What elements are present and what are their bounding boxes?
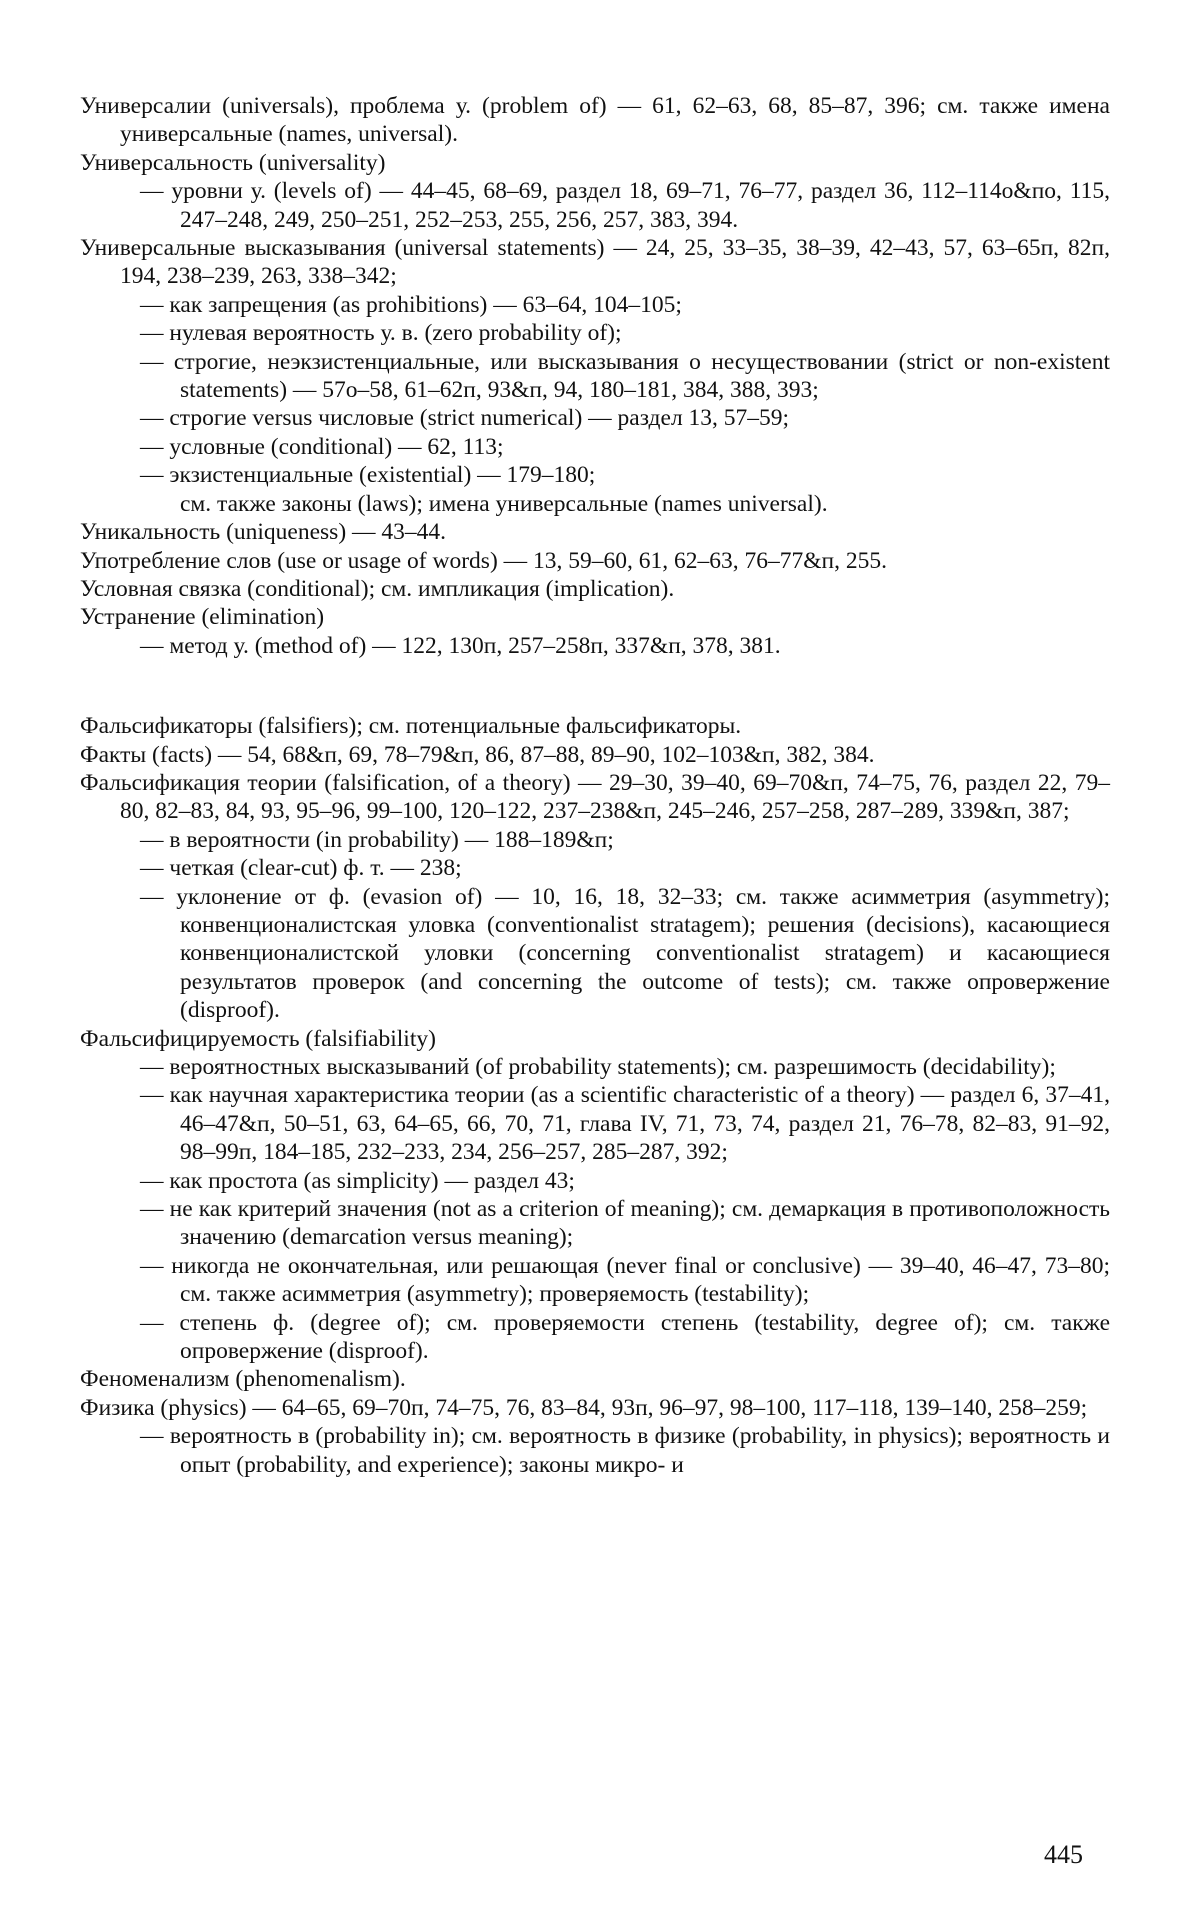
index-subentry: — как научная характеристика теории (as a scientific characteristic of a theory) — раздел 6, 37–41, 46–47&п, 50–51, 63, 64–65, 66, 70, 71, глава IV, 71, 73, 74, раздел 21, 76–78, 82–83, 91–92, 98–99п, 184–185, 232–233, 234, 256–257, 285–287, 392;	[140, 1082, 1110, 1166]
index-entry: Уникальность (uniqueness) — 43–44.	[80, 519, 447, 546]
index-entry: Фальсификаторы (falsifiers); см. потенциальные фальсификаторы.	[80, 713, 742, 740]
index-note: см. также законы (laws); имена универсальные (names universal).	[180, 490, 828, 517]
index-subentry: — уклонение от ф. (evasion of) — 10, 16, 18, 32–33; см. также асимметрия (asymmetry); конвенционалистская уловка (conventionalist stratagem); решения (decisions), касающиеся конвенционалистской уловки (concerning conventionalist stratagem) и касающиеся результатов проверок (and concerning the outcome of tests); см. также опровержение (disproof).	[140, 883, 1110, 1024]
page-number: 445	[1044, 1840, 1083, 1869]
index-subentry: — вероятностных высказываний (of probability statements); см. разрешимость (decidability);	[140, 1054, 1056, 1080]
index-entry: Физика (physics) — 64–65, 69–70п, 74–75, 76, 83–84, 93п, 96–97, 98–100, 117–118, 139–140, 258–259;	[80, 1394, 1088, 1421]
index-entry: Фальсификация теории (falsification, of a theory) — 29–30, 39–40, 69–70&п, 74–75, 76, раздел 22, 79–80, 82–83, 84, 93, 95–96, 99–100, 120–122, 237–238&п, 245–246, 257–258, 287–289, 339&п, 387;	[80, 769, 1110, 825]
subject-index	[80, 92, 1110, 1479]
index-entry: Фальсифицируемость (falsifiability)	[80, 1025, 436, 1052]
index-subentry: — условные (conditional) — 62, 113;	[140, 433, 504, 460]
index-entry: Универсальность (universality)	[80, 149, 386, 176]
index-subentry: — четкая (clear-cut) ф. т. — 238;	[140, 855, 462, 882]
index-subentry: — степень ф. (degree of); см. проверяемости степень (testability, degree of); см. также опровержение (disproof).	[140, 1309, 1110, 1365]
index-block-u	[80, 92, 1110, 660]
index-subentry: — уровни у. (levels of) — 44–45, 68–69, раздел 18, 69–71, 76–77, раздел 36, 112–114о&по, 115, 247–248, 249, 250–251, 252–253, 255, 256, 257, 383, 394.	[140, 178, 1110, 233]
block-gap	[80, 660, 1110, 712]
index-entry: Феноменализм (phenomenalism).	[80, 1366, 406, 1393]
index-subentry: — не как критерий значения (not as a criterion of meaning); см. демаркация в противоположность значению (demarcation versus meaning);	[140, 1196, 1110, 1251]
index-block-f	[80, 712, 1110, 1479]
index-subentry: — строгие, неэкзистенциальные, или высказывания о несуществовании (strict or non-existent statements) — 57о–58, 61–62п, 93&п, 94, 180–181, 384, 388, 393;	[140, 348, 1110, 404]
index-subentry: — как запрещения (as prohibitions) — 63–64, 104–105;	[140, 291, 682, 318]
index-entry: Употребление слов (use or usage of words) — 13, 59–60, 61, 62–63, 76–77&п, 255.	[80, 547, 887, 574]
index-subentry: — никогда не окончательная, или решающая (never final or conclusive) — 39–40, 46–47, 73–80; см. также асимметрия (asymmetry); проверяемость (testability);	[140, 1252, 1110, 1308]
index-subentry: — нулевая вероятность у. в. (zero probability of);	[140, 320, 622, 347]
index-subentry: — метод у. (method of) — 122, 130п, 257–258п, 337&п, 378, 381.	[140, 632, 781, 659]
index-subentry: — строгие versus числовые (strict numerical) — раздел 13, 57–59;	[140, 405, 790, 432]
index-subentry: — как простота (as simplicity) — раздел 43;	[140, 1167, 575, 1194]
index-entry: Устранение (elimination)	[80, 604, 325, 631]
index-subentry: — в вероятности (in probability) — 188–189&п;	[140, 826, 614, 853]
index-entry: Универсалии (universals), проблема у. (problem of) — 61, 62–63, 68, 85–87, 396; см. также имена универсальные (names, universal).	[80, 93, 1110, 148]
index-entry: Универсальные высказывания (universal statements) — 24, 25, 33–35, 38–39, 42–43, 57, 63–65п, 82п, 194, 238–239, 263, 338–342;	[80, 235, 1110, 290]
index-subentry: — вероятность в (probability in); см. вероятность в физике (probability, in physics); вероятность и опыт (probability, and experience); законы микро- и	[140, 1423, 1110, 1478]
index-entry: Факты (facts) — 54, 68&п, 69, 78–79&п, 86, 87–88, 89–90, 102–103&п, 382, 384.	[80, 741, 875, 768]
index-subentry: — экзистенциальные (existential) — 179–180;	[140, 462, 596, 489]
index-entry: Условная связка (conditional); см. импликация (implication).	[80, 575, 675, 602]
